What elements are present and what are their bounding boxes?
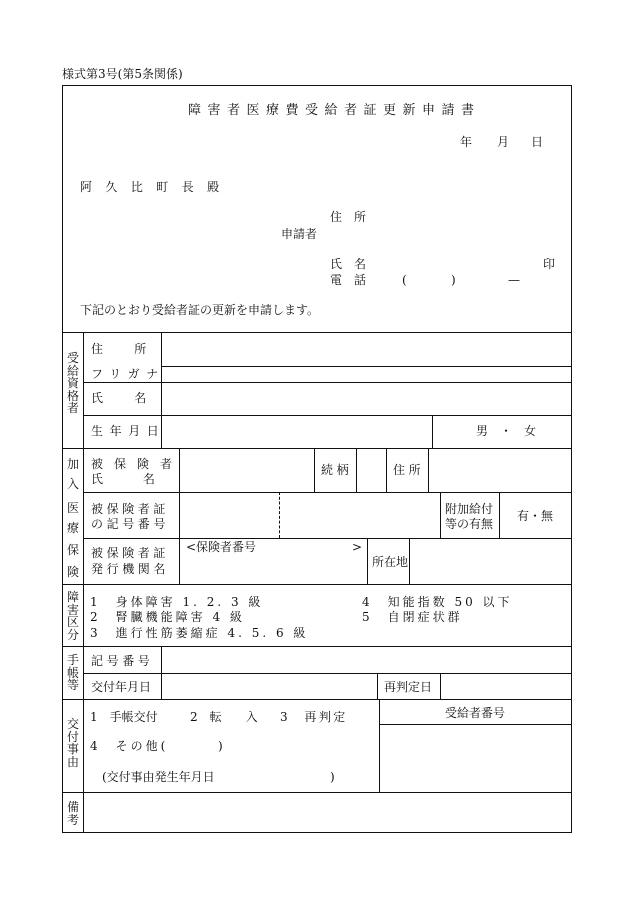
recipient-sex-option[interactable]: 男 ・ 女	[476, 424, 537, 438]
insurance-section-char: 療	[67, 521, 80, 535]
recipient-birth-label: 生年月日	[91, 424, 166, 438]
disability-item-1[interactable]: 1 身体障害 1. 2. 3 級	[90, 595, 264, 609]
divider	[62, 699, 572, 700]
insurer-number-label: <保険者番号	[186, 540, 257, 554]
extra-benefit-label-2: 等の有無	[445, 517, 494, 531]
location-label: 所在地	[372, 555, 409, 569]
divider	[62, 792, 572, 793]
issuance-option-4[interactable]: 4 その他(	[90, 739, 169, 753]
divider	[428, 448, 429, 492]
divider	[83, 332, 84, 833]
recipient-section-label: 受給資格者	[66, 351, 79, 416]
insured-label-1: 被 保 険 者	[91, 457, 176, 471]
divider	[179, 448, 180, 584]
divider	[440, 673, 441, 699]
divider	[314, 448, 315, 492]
issuer-label-1: 被保険者証	[91, 546, 170, 560]
issuance-option-3[interactable]: 3 再判定	[280, 710, 348, 724]
divider	[440, 492, 441, 538]
applicant-address-label: 住 所	[330, 210, 367, 224]
date-month[interactable]: 月	[497, 135, 510, 149]
extra-benefit-option[interactable]: 有・無	[517, 509, 554, 523]
handbook-number-label: 記号番号	[91, 654, 154, 668]
phone-close: )	[451, 273, 456, 287]
phone-open: (	[402, 273, 407, 287]
date-year[interactable]: 年	[460, 135, 473, 149]
issuance-option-1[interactable]: 1 手帳交付	[90, 710, 158, 724]
disability-item-3[interactable]: 3 進行性筋萎縮症 4. 5. 6 級	[90, 626, 309, 640]
review-date-label: 再判定日	[384, 680, 433, 694]
divider	[279, 492, 280, 538]
divider	[161, 366, 572, 367]
divider	[379, 699, 380, 792]
recipient-address-label: 住 所	[91, 342, 149, 356]
divider	[379, 724, 572, 725]
insurance-section-char: 医	[67, 501, 80, 515]
recipient-name-label: 氏 名	[91, 391, 149, 405]
recipient-furigana-label: フリガナ	[91, 367, 165, 381]
disability-item-5[interactable]: 5 自閉症状群	[362, 610, 463, 624]
divider	[83, 538, 572, 539]
form-title: 障害者医療費受給者証更新申請書	[188, 103, 481, 118]
addressee: 阿 久 比 町 長 殿	[80, 180, 224, 194]
insurance-section-char: 入	[67, 477, 80, 491]
insurer-number-close: >	[352, 540, 363, 554]
issuance-option-4-close: )	[218, 739, 223, 753]
extra-benefit-label-1: 附加給付	[445, 502, 494, 516]
divider	[356, 448, 357, 492]
divider	[367, 538, 368, 584]
applicant-name-label: 氏 名	[330, 257, 367, 271]
divider	[62, 448, 572, 449]
divider	[409, 538, 410, 584]
insurance-section-char: 加	[67, 457, 80, 471]
insured-address-label: 住所	[393, 463, 425, 477]
applicant-label: 申請者	[281, 227, 318, 241]
handbook-section-label: 手帳等	[66, 653, 79, 693]
occurrence-date-label: (交付事由発生年月日	[102, 770, 215, 784]
insurance-section-char: 保	[67, 543, 80, 557]
date-day[interactable]: 日	[531, 135, 544, 149]
recipient-number-label: 受給者番号	[445, 706, 506, 720]
form-id: 様式第3号(第5条関係)	[62, 67, 183, 81]
cert-label-1: 被保険者証	[91, 502, 170, 516]
issuance-section-label: 交付事由	[66, 717, 79, 769]
issuer-label-2: 発行機関名	[91, 562, 170, 576]
remarks-section-label: 備考	[66, 800, 79, 827]
disability-section-label: 障害区分	[66, 590, 79, 642]
cert-label-2: の記号番号	[91, 517, 170, 531]
divider	[377, 673, 378, 699]
divider	[83, 673, 572, 674]
disability-item-2[interactable]: 2 腎臓機能障害 4 級	[90, 610, 245, 624]
divider	[83, 415, 572, 416]
divider	[386, 448, 387, 492]
statement: 下記のとおり受給者証の更新を申請します。	[80, 303, 320, 317]
occurrence-date-close: )	[330, 770, 335, 784]
disability-item-4[interactable]: 4 知能指数 50 以下	[362, 595, 513, 609]
divider	[432, 415, 433, 448]
divider	[62, 584, 572, 585]
divider	[499, 492, 500, 538]
insurance-section-char: 険	[67, 565, 80, 579]
divider	[62, 332, 572, 333]
applicant-phone-label: 電 話	[330, 273, 367, 287]
seal-mark: 印	[543, 257, 556, 271]
handbook-issue-date-label: 交付年月日	[91, 680, 152, 694]
insured-label-2: 氏 名	[91, 472, 155, 486]
divider	[83, 382, 572, 383]
divider	[62, 646, 572, 647]
relation-label: 続柄	[321, 463, 353, 477]
phone-dash: —	[508, 273, 520, 287]
issuance-option-2[interactable]: 2 転 入	[190, 710, 258, 724]
